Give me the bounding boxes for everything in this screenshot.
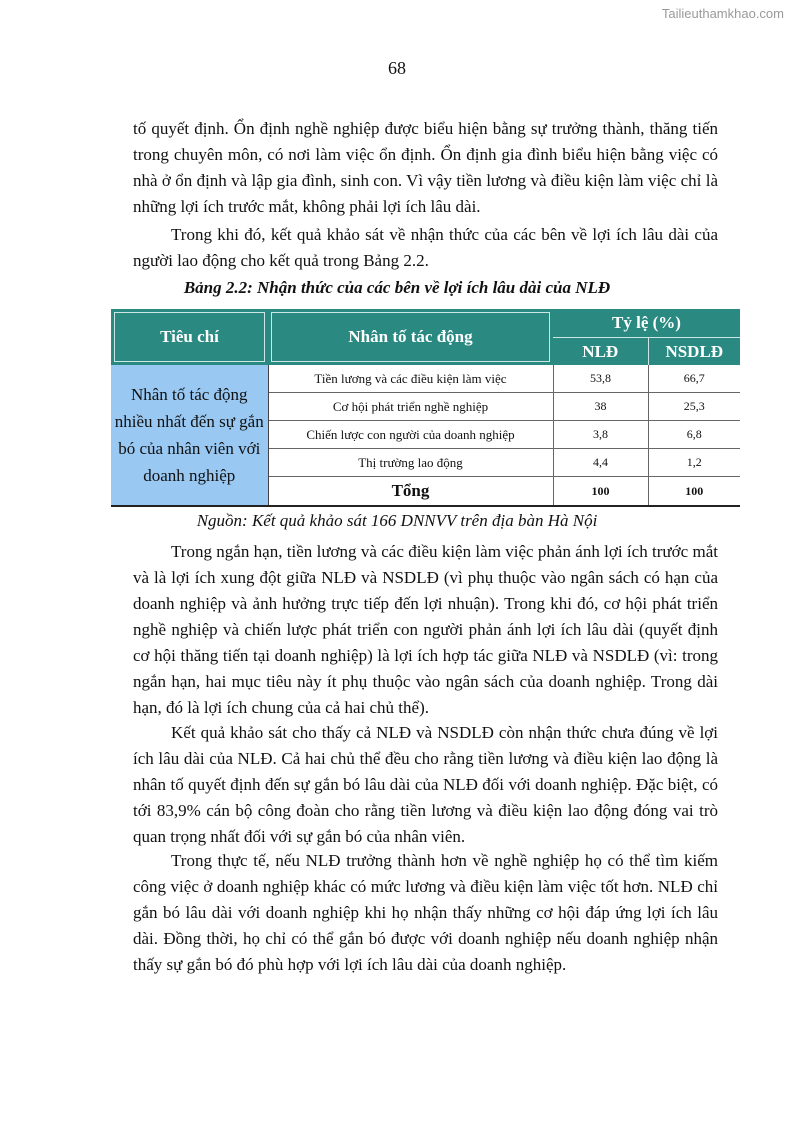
table-source: Nguồn: Kết quả khảo sát 166 DNNVV trên địa bàn Hà Nội [196, 511, 598, 530]
survey-table [111, 309, 740, 507]
paragraph-4: Kết quả khảo sát cho thấy cả NLĐ và NSDLĐ còn nhận thức chưa đúng về lợi ích lâu dài của NLĐ. Cả hai chủ thể đều cho rằng tiền lương và điều kiện lao động là nhân tố quyết định đến sự gắn bó lâu dài của NLĐ đối với doanh nghiệp. Đặc biệt, có tới 83,9% cán bộ công đoàn cho rằng tiền lương và điều kiện lao động đóng vai trò quan trọng nhất đối với sự gắn bó của nhân viên. [133, 723, 718, 846]
header-criteria-label: Tiêu chí [114, 312, 265, 362]
header-ratio: Tỷ lệ (%) [553, 309, 740, 338]
paragraph-1: tố quyết định. Ổn định nghề nghiệp được biểu hiện bằng sự trưởng thành, thăng tiến trong chuyên môn, có nơi làm việc ổn định. Ổn định gia đình biểu hiện bằng việc có nhà ở ổn định và lập gia đình, sinh con. Vì vậy tiền lương và điều kiện làm việc chỉ là những lợi ích trước mắt, không phải lợi ích lâu dài. [133, 119, 718, 216]
factor-cell: Cơ hội phát triển nghề nghiệp [268, 393, 553, 421]
page-number: 68 [388, 58, 406, 78]
nsdld-value: 25,3 [648, 393, 740, 421]
factor-cell: Tiền lương và các điều kiện làm việc [268, 365, 553, 393]
nld-value: 4,4 [553, 449, 648, 477]
total-nld: 100 [553, 477, 648, 507]
header-criteria [111, 309, 268, 365]
header-nsdld: NSDLĐ [648, 338, 740, 365]
nld-value: 3,8 [553, 421, 648, 449]
header-nld: NLĐ [553, 338, 648, 365]
nsdld-value: 6,8 [648, 421, 740, 449]
paragraph-3: Trong ngắn hạn, tiền lương và các điều kiện làm việc phản ánh lợi ích trước mắt và là lợi ích xung đột giữa NLĐ và NSDLĐ (vì phụ thuộc vào ngân sách có hạn của doanh nghiệp và ảnh hưởng trực tiếp đến lợi nhuận). Trong khi đó, cơ hội phát triển nghề nghiệp và chiến lược phát triển con người phản ánh lợi ích lâu dài (quyết định cơ hội thăng tiến tại doanh nghiệp) là lợi ích hợp tác giữa NLĐ và NSDLĐ (vì: trong ngắn hạn, hai mục tiêu này ít phụ thuộc vào ngân sách của doanh nghiệp. Trong dài hạn, đó là lợi ích chung của cả hai chủ thể). [133, 542, 718, 717]
header-factor-label: Nhân tố tác động [271, 312, 550, 362]
paragraph-5: Trong thực tế, nếu NLĐ trưởng thành hơn về nghề nghiệp họ có thể tìm kiếm công việc ở doanh nghiệp khác có mức lương và điều kiện làm việc tốt hơn. NLĐ chỉ gắn bó lâu dài với doanh nghiệp khi họ nhận thấy những cơ hội đáp ứng lợi ích lâu dài. Đồng thời, họ chỉ có thể gắn bó được với doanh nghiệp nếu doanh nghiệp nhận thấy sự gắn bó đó phù hợp với lợi ích lâu dài của doanh nghiệp. [133, 851, 718, 974]
nld-value: 38 [553, 393, 648, 421]
nld-value: 53,8 [553, 365, 648, 393]
header-factor [268, 309, 553, 365]
nsdld-value: 66,7 [648, 365, 740, 393]
table-caption: Bảng 2.2: Nhận thức của các bên về lợi ích lâu dài của NLĐ [183, 278, 611, 297]
factor-cell: Thị trường lao động [268, 449, 553, 477]
nsdld-value: 1,2 [648, 449, 740, 477]
paragraph-2: Trong khi đó, kết quả khảo sát về nhận thức của các bên về lợi ích lâu dài của người lao động cho kết quả trong Bảng 2.2. [133, 225, 718, 270]
total-nsdld: 100 [648, 477, 740, 507]
factor-cell: Chiến lược con người của doanh nghiệp [268, 421, 553, 449]
watermark: Tailieuthamkhao.com [661, 6, 784, 21]
criteria-cell: Nhân tố tác động nhiều nhất đến sự gắn bó của nhân viên với doanh nghiệp [111, 365, 268, 506]
total-label: Tổng [268, 477, 553, 507]
